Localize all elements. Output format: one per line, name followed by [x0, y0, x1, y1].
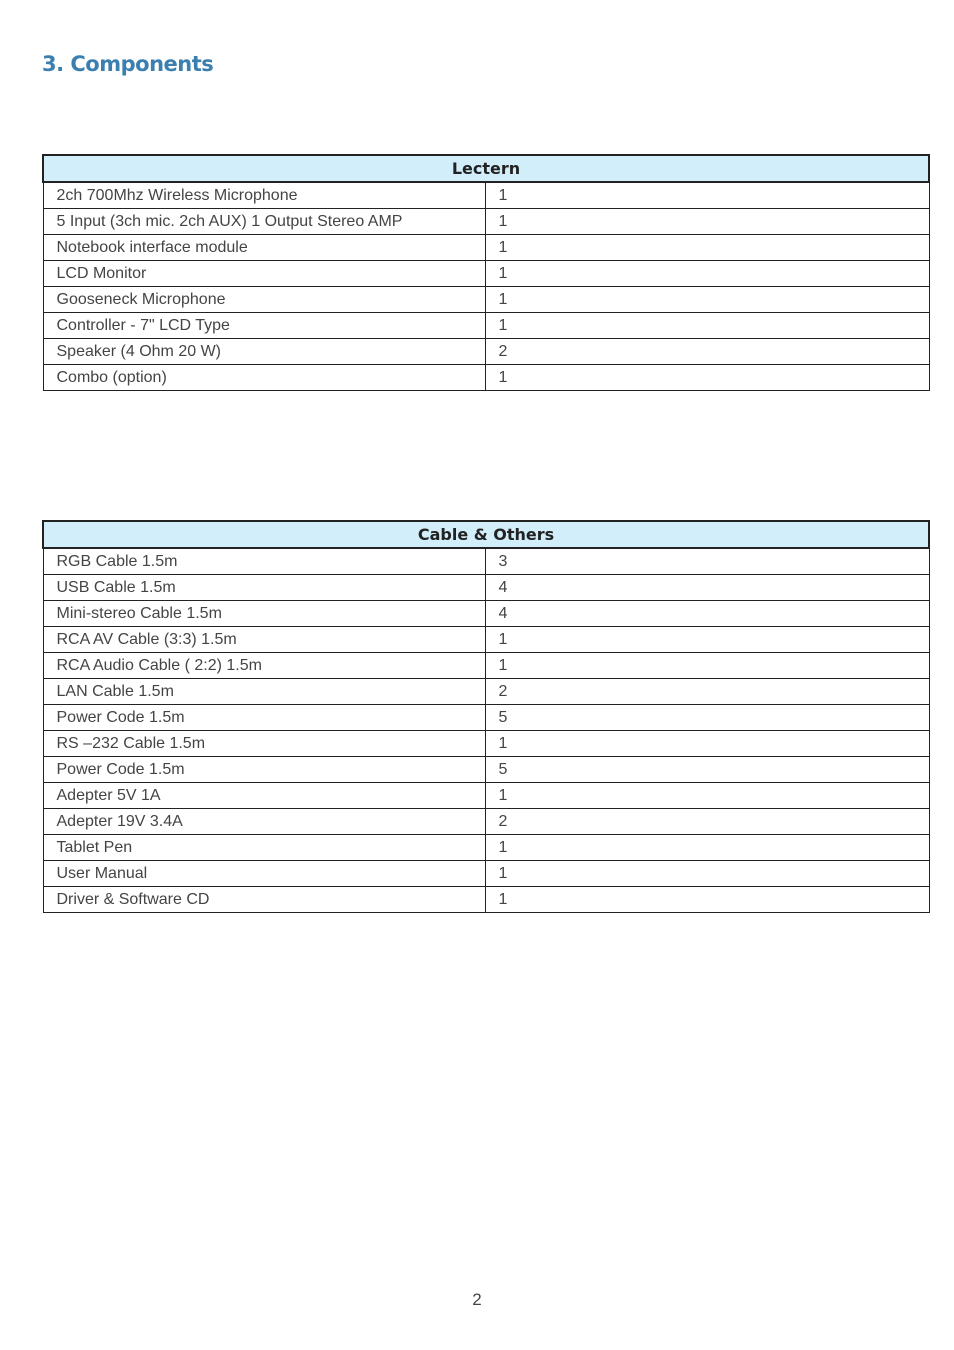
- item-name: Speaker (4 Ohm 20 W): [43, 339, 485, 365]
- item-quantity: 1: [485, 209, 929, 235]
- item-name: LAN Cable 1.5m: [43, 679, 485, 705]
- item-quantity: 3: [485, 548, 929, 575]
- table-row: [43, 548, 929, 575]
- table-row: [43, 339, 929, 365]
- item-name: Driver & Software CD: [43, 887, 485, 913]
- table-row: [43, 235, 929, 261]
- item-quantity: 2: [485, 809, 929, 835]
- item-quantity: 1: [485, 627, 929, 653]
- table-row: [43, 182, 929, 209]
- item-quantity: 4: [485, 575, 929, 601]
- table-row: [43, 835, 929, 861]
- item-quantity: 1: [485, 783, 929, 809]
- table-row: [43, 679, 929, 705]
- item-name: Adepter 5V 1A: [43, 783, 485, 809]
- item-name: RS –232 Cable 1.5m: [43, 731, 485, 757]
- table-row: [43, 209, 929, 235]
- table-row: [43, 313, 929, 339]
- item-name: Mini-stereo Cable 1.5m: [43, 601, 485, 627]
- item-name: RCA AV Cable (3:3) 1.5m: [43, 627, 485, 653]
- item-quantity: 1: [485, 653, 929, 679]
- table-row: [43, 653, 929, 679]
- item-quantity: 1: [485, 835, 929, 861]
- section-title: 3. Components: [42, 52, 214, 76]
- table-row: [43, 887, 929, 913]
- table-row: [43, 809, 929, 835]
- lectern-table: [42, 154, 930, 391]
- table-row: [43, 731, 929, 757]
- item-quantity: 1: [485, 182, 929, 209]
- item-name: Notebook interface module: [43, 235, 485, 261]
- item-quantity: 4: [485, 601, 929, 627]
- item-name: LCD Monitor: [43, 261, 485, 287]
- item-name: Tablet Pen: [43, 835, 485, 861]
- item-name: 5 Input (3ch mic. 2ch AUX) 1 Output Stereo AMP: [43, 209, 485, 235]
- table-row: [43, 261, 929, 287]
- item-quantity: 5: [485, 705, 929, 731]
- item-quantity: 1: [485, 287, 929, 313]
- item-name: Combo (option): [43, 365, 485, 391]
- item-quantity: 1: [485, 365, 929, 391]
- cables-header-row: [43, 521, 929, 548]
- table-row: [43, 575, 929, 601]
- item-name: RGB Cable 1.5m: [43, 548, 485, 575]
- page-number: 2: [472, 1290, 482, 1309]
- item-quantity: 2: [485, 679, 929, 705]
- item-name: Gooseneck Microphone: [43, 287, 485, 313]
- item-name: 2ch 700Mhz Wireless Microphone: [43, 182, 485, 209]
- lectern-header-row: [43, 155, 929, 182]
- lectern-header: Lectern: [43, 155, 929, 182]
- item-name: USB Cable 1.5m: [43, 575, 485, 601]
- item-quantity: 2: [485, 339, 929, 365]
- table-row: [43, 757, 929, 783]
- item-name: User Manual: [43, 861, 485, 887]
- table-row: [43, 783, 929, 809]
- table-row: [43, 627, 929, 653]
- cables-header: Cable & Others: [43, 521, 929, 548]
- item-name: Controller - 7" LCD Type: [43, 313, 485, 339]
- table-row: [43, 287, 929, 313]
- table-row: [43, 861, 929, 887]
- table-row: [43, 365, 929, 391]
- item-quantity: 1: [485, 887, 929, 913]
- cables-table: [42, 520, 930, 913]
- item-name: Power Code 1.5m: [43, 757, 485, 783]
- item-quantity: 1: [485, 861, 929, 887]
- table-row: [43, 601, 929, 627]
- item-quantity: 1: [485, 235, 929, 261]
- item-quantity: 5: [485, 757, 929, 783]
- item-quantity: 1: [485, 261, 929, 287]
- item-name: RCA Audio Cable ( 2:2) 1.5m: [43, 653, 485, 679]
- item-name: Adepter 19V 3.4A: [43, 809, 485, 835]
- item-name: Power Code 1.5m: [43, 705, 485, 731]
- table-row: [43, 705, 929, 731]
- item-quantity: 1: [485, 313, 929, 339]
- item-quantity: 1: [485, 731, 929, 757]
